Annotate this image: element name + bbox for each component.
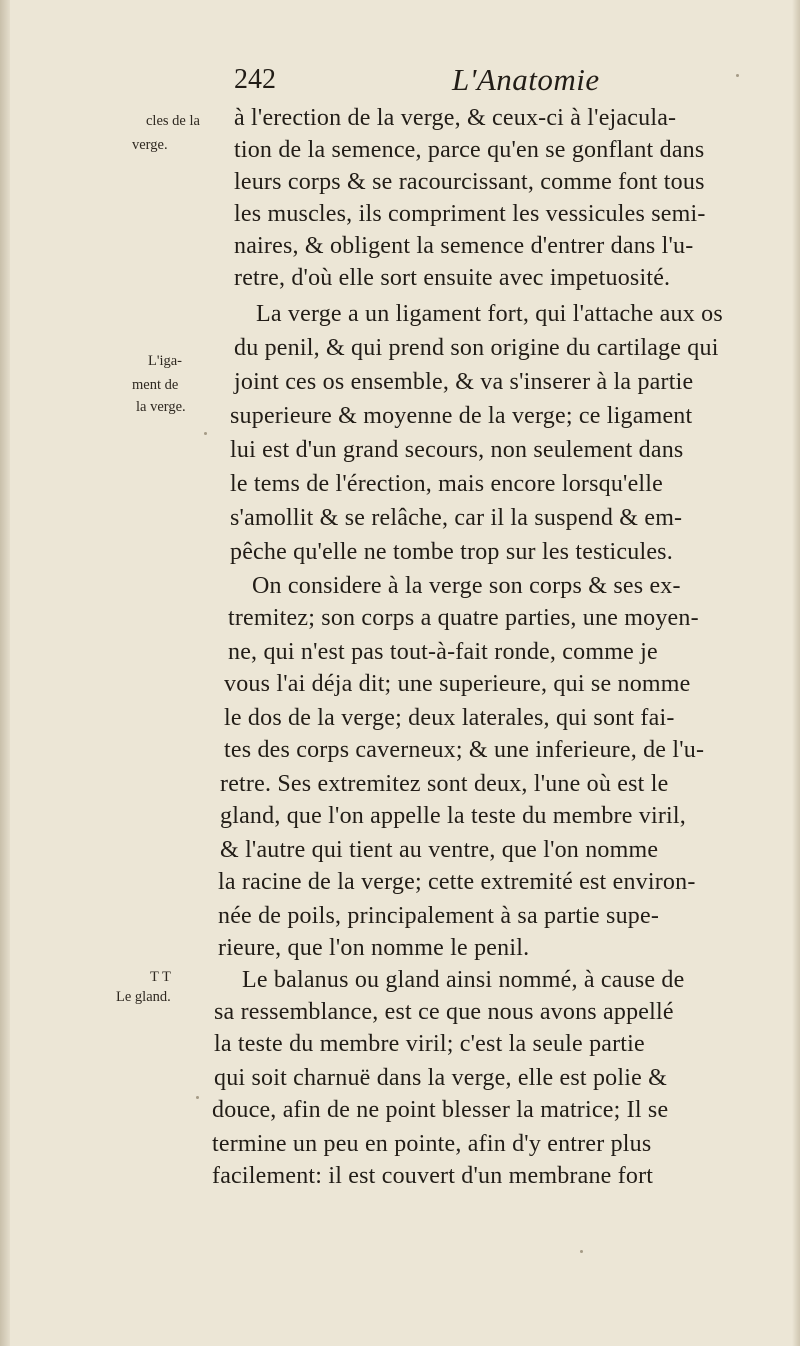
running-title: L'Anatomie — [452, 62, 600, 97]
margin-note-line: verge. — [132, 137, 168, 153]
margin-note-line: L'iga- — [148, 353, 183, 369]
text-line: tion de la semence, parce qu'en se gonflant dans — [234, 137, 705, 163]
text-line: superieure & moyenne de la verge; ce ligament — [230, 403, 693, 429]
text-line: termine un peu en pointe, afin d'y entrer plus — [212, 1131, 652, 1157]
text-line: la racine de la verge; cette extremité est environ- — [218, 869, 696, 895]
text-line: pêche qu'elle ne tombe trop sur les testicules. — [230, 539, 673, 565]
text-line: La verge a un ligament fort, qui l'attache aux os — [256, 301, 723, 327]
text-line: rieure, que l'on nomme le penil. — [218, 935, 530, 961]
text-line: retre, d'où elle sort ensuite avec impetuosité. — [234, 265, 671, 291]
margin-note-line: cles de la — [146, 113, 200, 129]
page-edge-shadow — [792, 0, 800, 1346]
margin-notes — [0, 0, 230, 1346]
paper-speck — [580, 1250, 583, 1253]
text-line: douce, afin de ne point blesser la matrice; Il se — [212, 1097, 669, 1123]
text-line: tes des corps caverneux; & une inferieure, de l'u- — [224, 737, 705, 763]
page-number: 242 — [234, 64, 276, 95]
paper-speck — [204, 432, 207, 435]
text-line: qui soit charnuë dans la verge, elle est polie & — [214, 1065, 668, 1091]
paper-speck — [196, 1096, 199, 1099]
margin-note-line: la verge. — [136, 399, 186, 415]
text-line: vous l'ai déja dit; une superieure, qui se nomme — [224, 671, 691, 697]
text-line: naires, & obligent la semence d'entrer dans l'u- — [234, 233, 694, 259]
margin-note-line: T T — [150, 969, 171, 985]
margin-note-line: ment de — [132, 377, 179, 393]
text-line: le tems de l'érection, mais encore lorsqu'elle — [230, 471, 664, 497]
text-line: On considere à la verge son corps & ses ex- — [252, 573, 681, 599]
text-line: leurs corps & se racourcissant, comme font tous — [234, 169, 705, 195]
text-line: lui est d'un grand secours, non seulement dans — [230, 437, 684, 463]
text-line: s'amollit & se relâche, car il la suspend & em- — [230, 505, 683, 531]
text-line: le dos de la verge; deux laterales, qui sont fai- — [224, 705, 675, 731]
text-line: & l'autre qui tient au ventre, que l'on nomme — [220, 837, 659, 863]
text-line: du penil, & qui prend son origine du cartilage qui — [234, 335, 719, 361]
text-line: ne, qui n'est pas tout-à-fait ronde, comme je — [228, 639, 658, 665]
text-line: la teste du membre viril; c'est la seule partie — [214, 1031, 645, 1057]
margin-note-line: Le gland. — [116, 989, 171, 1005]
text-line: joint ces os ensemble, & va s'inserer à la partie — [234, 369, 694, 395]
text-line: retre. Ses extremitez sont deux, l'une où est le — [220, 771, 669, 797]
text-line: gland, que l'on appelle la teste du membre viril, — [220, 803, 686, 829]
text-line: sa ressemblance, est ce que nous avons appellé — [214, 999, 674, 1025]
text-line: les muscles, ils compriment les vessicules semi- — [234, 201, 706, 227]
text-line: à l'erection de la verge, & ceux-ci à l'ejacula- — [234, 105, 677, 131]
paper-speck — [736, 74, 739, 77]
text-line: tremitez; son corps a quatre parties, une moyen- — [228, 605, 699, 631]
text-line: née de poils, principalement à sa partie supe- — [218, 903, 660, 929]
text-line: facilement: il est couvert d'un membrane fort — [212, 1163, 654, 1189]
text-line: Le balanus ou gland ainsi nommé, à cause de — [242, 967, 685, 993]
